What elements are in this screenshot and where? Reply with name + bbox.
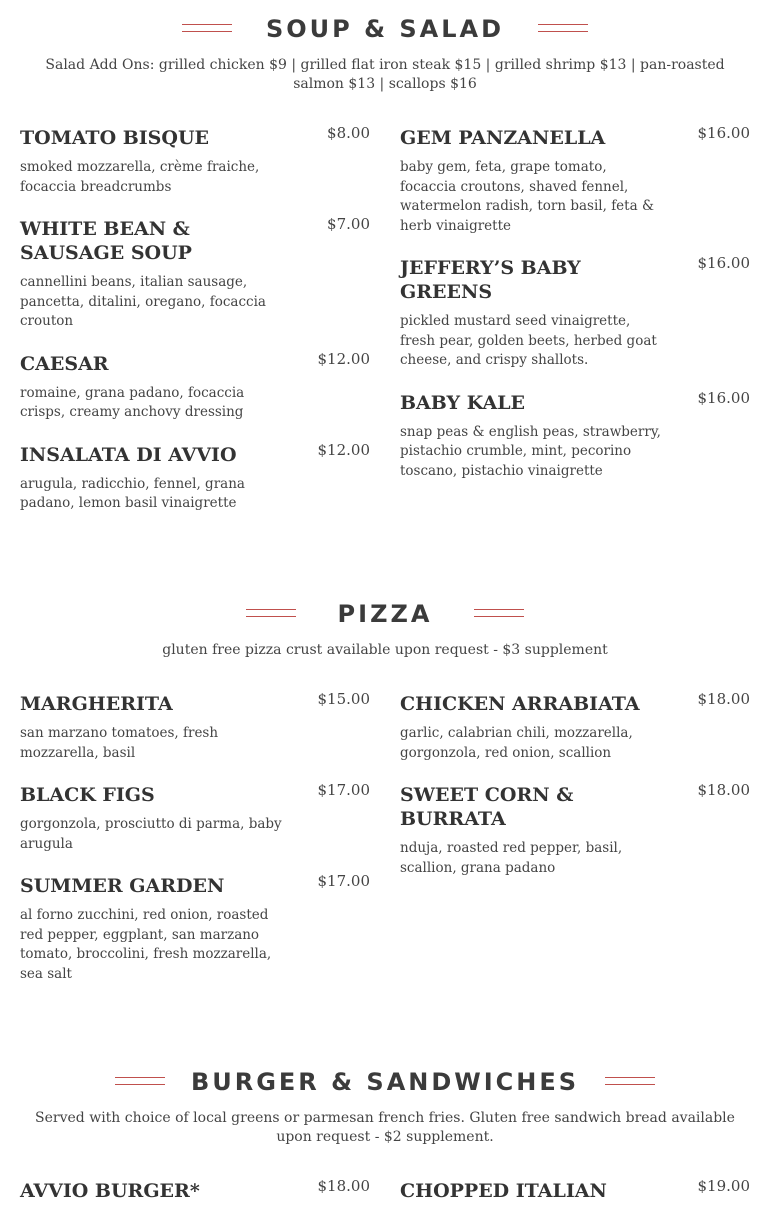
menu-item-price: $12.00 [317,440,370,459]
menu-item-description: pickled mustard seed vinaigrette, fresh pear, golden beets, herbed goat cheese, and crispy shallots. [400,313,657,368]
menu-item [400,688,750,763]
menu-column-right [400,122,750,497]
section-header [0,4,770,56]
menu-item-name: SWEET CORN & BURRATA [400,784,574,830]
menu-item-name: SUMMER GARDEN [20,875,225,897]
menu-item-description: arugula, radicchio, fennel, grana padano, lemon basil vinaigrette [20,475,245,511]
menu-item-name: CHOPPED ITALIAN [400,1180,607,1202]
menu-item-price: $17.00 [317,872,370,890]
menu-item-price: $17.00 [317,781,370,799]
menu-item-price: $19.00 [697,1177,750,1195]
menu-item-price: $18.00 [697,781,750,799]
menu-item-name: CHICKEN ARRABIATA [400,693,640,715]
menu-item-name: BLACK FIGS [20,784,155,806]
section-title: BURGER & SANDWICHES [190,1068,580,1096]
menu-column-left [20,122,370,530]
section-burger-sandwiches [0,1057,770,1202]
decorative-rule-right [605,1077,655,1085]
menu-item [20,122,370,197]
menu-item-name: TOMATO BISQUE [20,127,209,149]
menu-item-price: $18.00 [317,1177,370,1195]
section-note: Served with choice of local greens or parmesan french fries. Gluten free sandwich bread available upon request - $2 supplement. [35,1110,735,1145]
section-title: SOUP & SALAD [265,15,505,43]
menu-item-description: snap peas & english peas, strawberry, pistachio crumble, mint, pecorino toscano, pistachio vinaigrette [400,423,661,479]
menu-item-name: BABY KALE [400,391,526,414]
section-title: PIZZA [337,600,433,628]
section-header [0,589,770,641]
menu-column-left [20,688,370,1000]
menu-item-price: $12.00 [317,349,370,368]
menu-column-right [400,1175,750,1219]
menu-item [20,213,370,332]
menu-column-left [20,1175,370,1219]
menu-item-price: $15.00 [317,690,370,708]
menu-item-price: $16.00 [697,388,750,407]
menu-item [400,122,750,236]
menu-item [20,870,370,984]
menu-item-description: baby gem, feta, grape tomato, focaccia croutons, shaved fennel, watermelon radish, torn basil, feta & herb vinaigrette [400,159,654,234]
menu-item-description: al forno zucchini, red onion, roasted red pepper, eggplant, san marzano tomato, broccolini, fresh mozzarella, sea salt [20,907,272,982]
section-soup-salad [0,4,770,511]
menu-column-right [400,688,750,894]
menu-item [400,779,750,878]
section-note: gluten free pizza crust available upon request - $3 supplement [162,642,608,658]
menu-item [20,348,370,423]
menu-item-description: cannellini beans, italian sausage, pancetta, ditalini, oregano, focaccia crouton [20,274,266,329]
decorative-rule-right [538,24,588,32]
menu-item-description: garlic, calabrian chili, mozzarella, gorgonzola, red onion, scallion [400,725,633,761]
menu-item-description: gorgonzola, prosciutto di parma, baby arugula [20,816,282,852]
section-header [0,1057,770,1109]
menu-item [20,779,370,854]
menu-item-description: san marzano tomatoes, fresh mozzarella, basil [20,725,219,761]
menu-item-name: MARGHERITA [20,693,173,715]
decorative-rule-right [474,609,524,617]
menu-item [20,688,370,763]
section-pizza [0,589,770,982]
menu-item-name: INSALATA DI AVVIO [20,443,237,466]
menu-item-price: $8.00 [327,124,370,142]
menu-item-name: JEFFERY’S BABY GREENS [400,257,581,303]
menu-item-name: AVVIO BURGER* [20,1180,200,1202]
menu-item [400,387,750,482]
menu-item-description: smoked mozzarella, crème fraiche, focaccia breadcrumbs [20,159,260,195]
menu-item-name: WHITE BEAN & SAUSAGE SOUP [20,218,192,264]
menu-item [20,439,370,514]
menu-item-description: romaine, grana padano, focaccia crisps, creamy anchovy dressing [20,384,245,420]
menu-item-price: $16.00 [697,124,750,142]
menu-item-description: nduja, roasted red pepper, basil, scallion, grana padano [400,840,623,876]
menu-item-price: $18.00 [697,690,750,708]
menu-item-name: GEM PANZANELLA [400,127,606,149]
menu-item-name: CAESAR [20,352,109,375]
menu-item [400,252,750,371]
menu-item-price: $16.00 [697,254,750,272]
menu-item-price: $7.00 [327,215,370,233]
section-note: Salad Add Ons: grilled chicken $9 | grilled flat iron steak $15 | grilled shrimp $13 | pan-roasted salmon $13 | scallops $16 [45,57,725,92]
